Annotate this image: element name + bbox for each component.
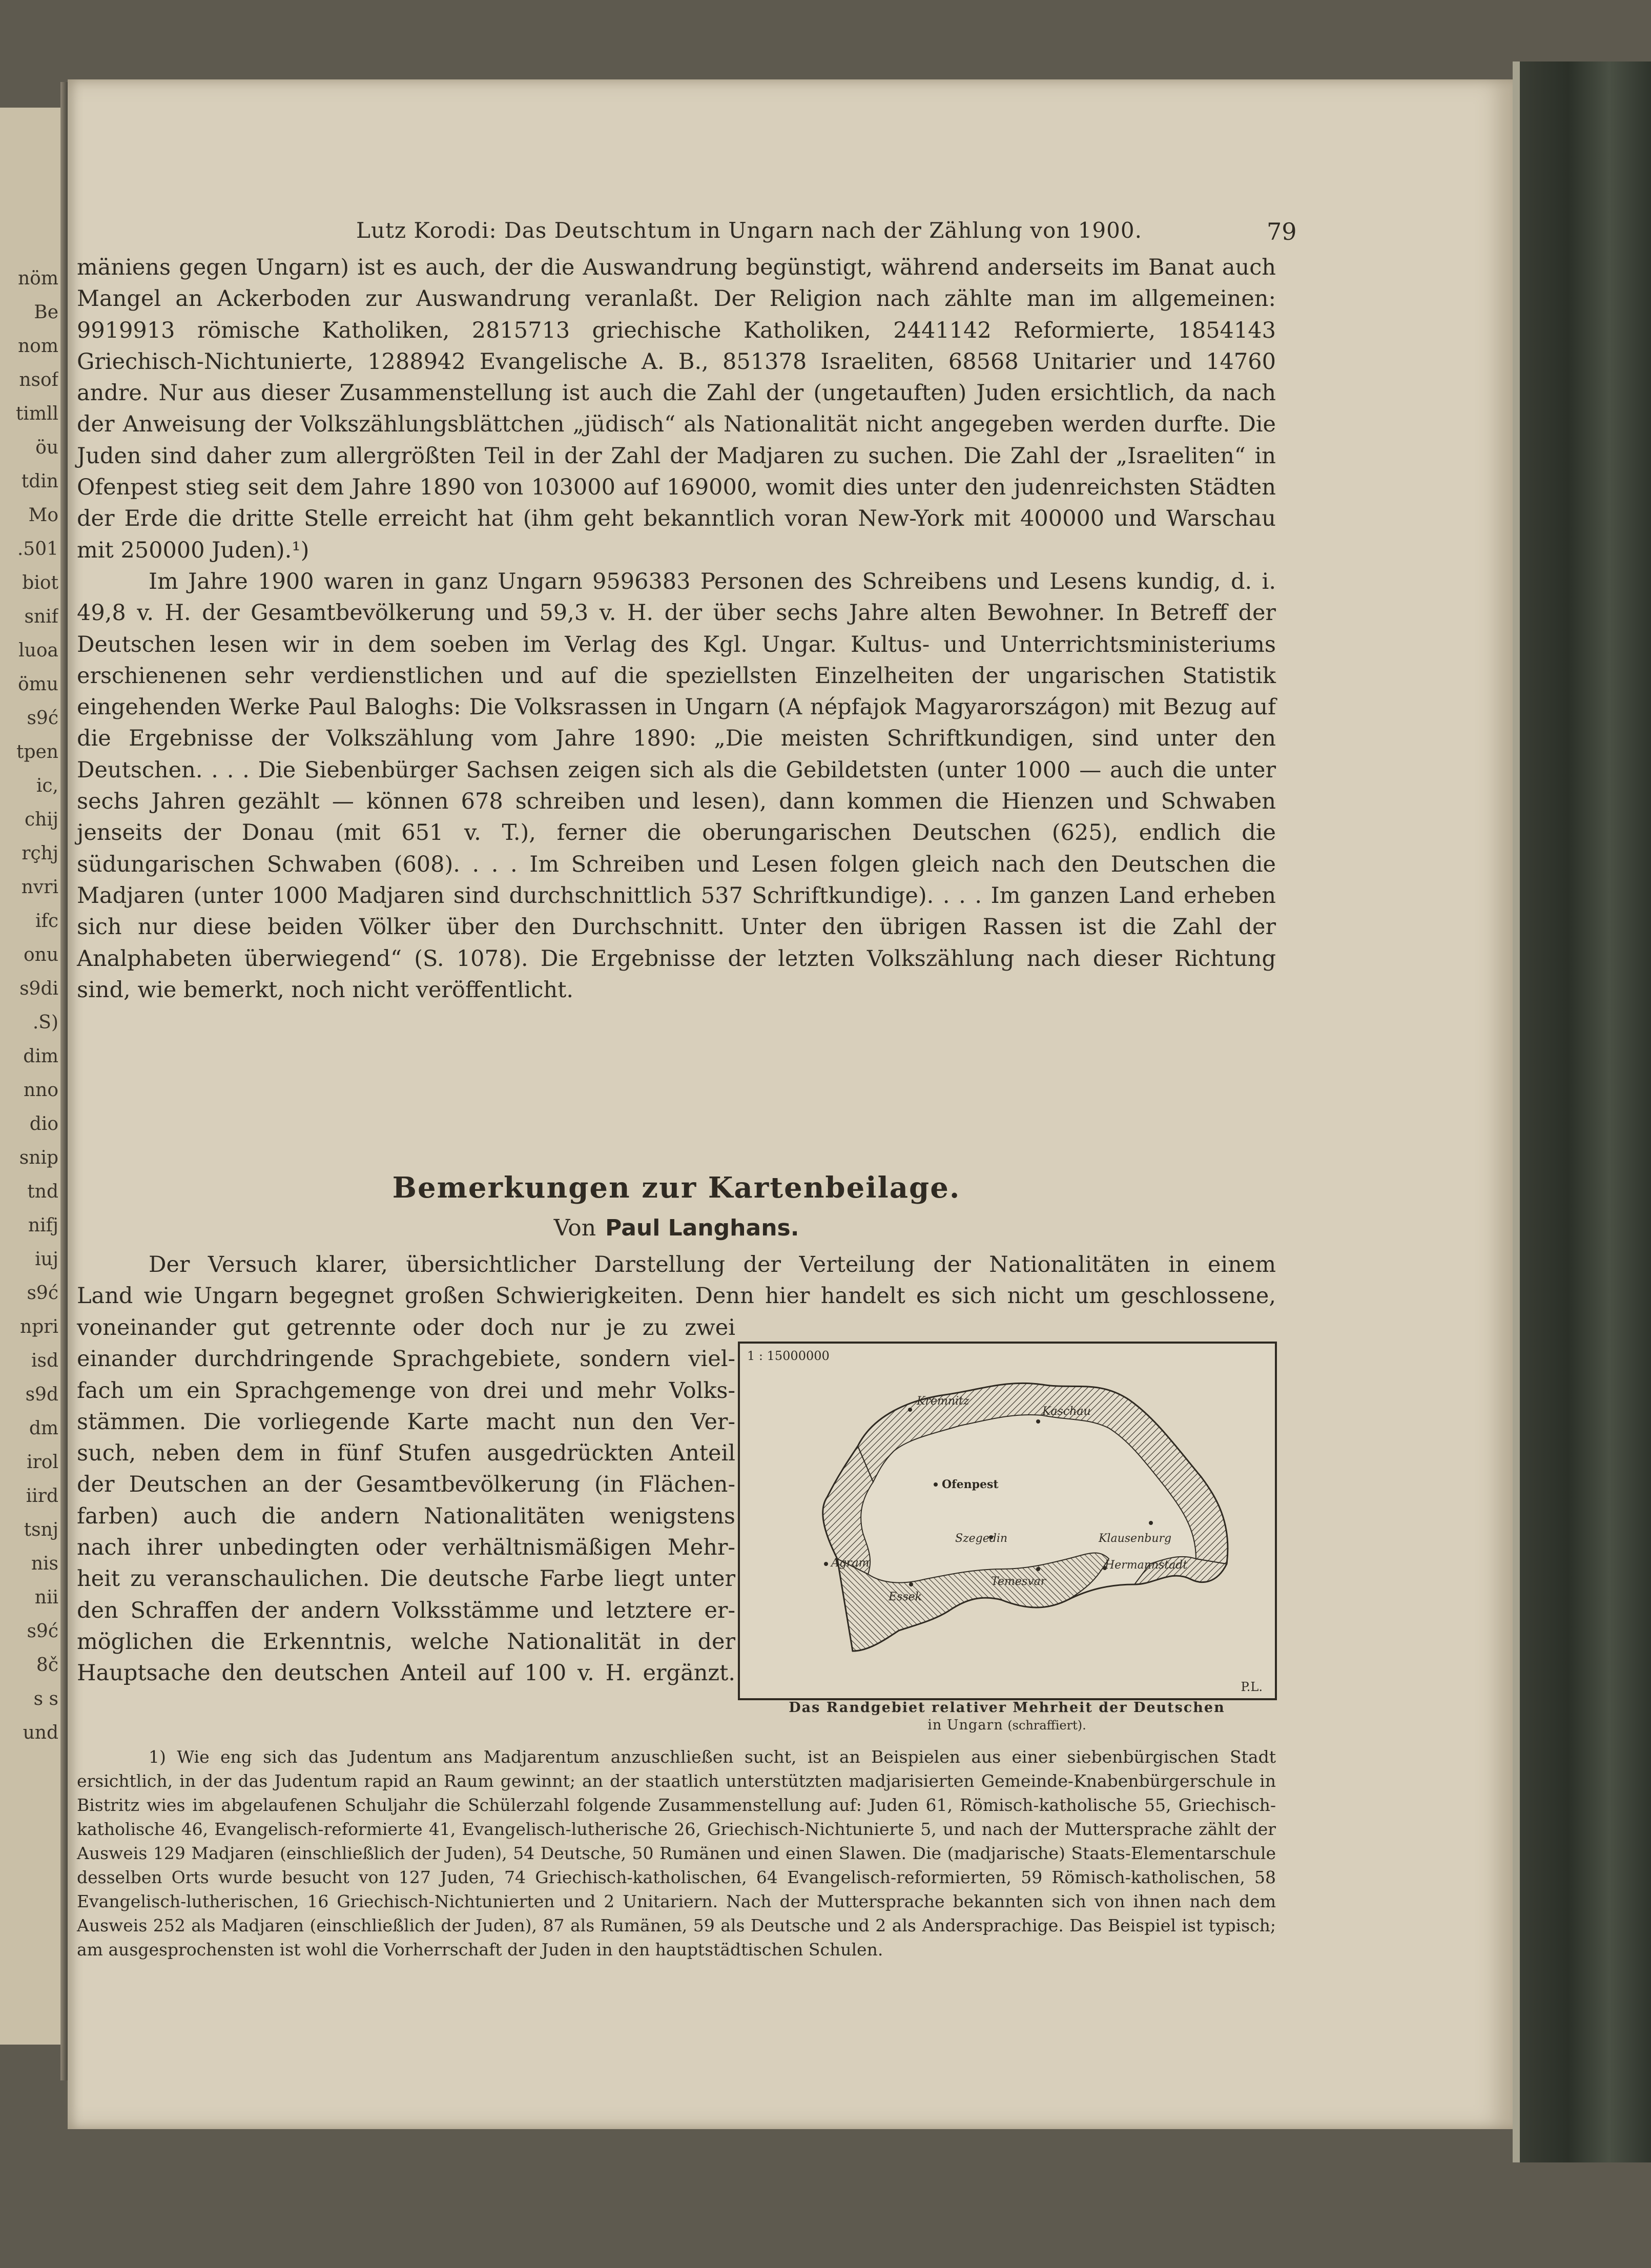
section-line: möglichen die Erkenntnis, welche Nationalität in der <box>77 1628 735 1655</box>
left-page-fragment-text: ic, <box>36 775 58 796</box>
section-line: farben) auch die andern Nationalitäten wenigstens <box>77 1503 735 1529</box>
left-page-fragment-text: dio <box>29 1114 58 1135</box>
left-page-fragment-text: biot <box>22 572 58 593</box>
left-page-fragment-text: nvri <box>21 877 58 898</box>
left-page-fragment-text: iird <box>26 1486 58 1507</box>
left-page-fragment-text: tpen <box>16 741 58 762</box>
left-page-fragment-text: .501 <box>17 539 58 560</box>
map-label-kaschau: Kaschau <box>1042 1405 1091 1418</box>
map-initials: P.L. <box>1241 1680 1263 1694</box>
section-line: den Schraffen der andern Volksstämme und letztere er- <box>77 1597 735 1623</box>
hungary-map <box>740 1344 1275 1698</box>
left-page-fragment-text: und <box>23 1722 58 1743</box>
left-page-fragment <box>0 108 60 2045</box>
footnote <box>77 1745 1276 1962</box>
left-page-fragment-text: s s <box>33 1688 58 1709</box>
map-label-kremnitz: Kremnitz <box>917 1395 969 1408</box>
city-point-kremnitz <box>908 1408 912 1412</box>
book-cover-edge <box>1513 61 1651 2162</box>
section-line: der Deutschen an der Gesamtbevölkerung (in Flächen- <box>77 1472 735 1498</box>
left-page-fragment-text: chij <box>24 809 58 830</box>
section-text <box>77 1249 1276 1312</box>
map-figure <box>738 1342 1277 1700</box>
city-point-klausenburg <box>1149 1521 1153 1525</box>
left-page-fragment-text: nöm <box>18 268 58 289</box>
section-line: stämmen. Die vorliegende Karte macht nun den Ver- <box>77 1409 735 1435</box>
page-number: 79 <box>1267 218 1297 245</box>
left-page-fragment-text: timll <box>15 403 58 424</box>
map-label-hermannstadt: Hermannstadt <box>1105 1559 1188 1572</box>
section-text-wrapped <box>77 1312 735 1689</box>
left-page-fragment-text: Mo <box>28 505 58 526</box>
left-page-fragment-text: .S) <box>32 1012 58 1033</box>
city-point-kaschau <box>1036 1419 1040 1424</box>
byline-prefix: Von <box>553 1215 596 1241</box>
section-heading <box>77 1171 1276 1241</box>
left-page-fragment-text: s9ć <box>27 708 58 729</box>
left-page-fragment-text: s9ć <box>27 1283 58 1304</box>
map-frame <box>738 1342 1277 1700</box>
running-title: Lutz Korodi: Das Deutschtum in Ungarn nach der Zählung von 1900. <box>356 218 1142 243</box>
section-line: Land wie Ungarn begegnet großen Schwierigkeiten. Denn hier handelt es sich nicht um geschlossene, <box>77 1283 1276 1309</box>
running-head <box>68 218 1513 249</box>
byline-author: Paul Langhans. <box>605 1215 799 1241</box>
left-page-fragment-text: nis <box>31 1553 58 1574</box>
gutter-shadow <box>60 82 68 2080</box>
section-line: heit zu veranschaulichen. Die deutsche Farbe liegt unter <box>77 1566 735 1592</box>
section-line: voneinander gut getrennte oder doch nur je zu zwei <box>77 1315 735 1341</box>
left-page-fragment-text: isd <box>31 1350 58 1371</box>
left-page-fragment-text: ömu <box>18 674 58 695</box>
map-label-essek: Essek <box>889 1591 922 1603</box>
section-line: Hauptsache den deutschen Anteil auf 100 v. H. ergänzt. <box>77 1660 735 1686</box>
left-page-fragment-text: onu <box>23 944 58 965</box>
left-page-fragment-text: öu <box>35 437 58 458</box>
map-label-szegedin: Szegedin <box>955 1532 1008 1545</box>
left-page-fragment-text: rçhj <box>22 843 58 864</box>
section-line: Der Versuch klarer, übersichtlicher Darstellung der Verteilung der Nationalitäten in einem <box>149 1252 1276 1277</box>
map-label-agram: Agram <box>831 1557 870 1570</box>
left-page-fragment-text: nno <box>23 1080 58 1101</box>
map-label-ofenpest: Ofenpest <box>942 1478 999 1491</box>
byline <box>77 1215 1276 1241</box>
paragraph-literacy: Im Jahre 1900 waren in ganz Ungarn 9596383 Personen des Schreibens und Lesens kundig, d. i. 49,8 v. H. der Gesamtbevölkerung und 59,3 v. H. der über sechs Jahre alten Bewohner. In Betreff der Deutschen lesen wir in dem soeben im Verlag des Kgl. Ungar. Kultus- und Unterrichtsministeriums erschienenen sehr verdienstlichen und auf die speziellsten Einzelheiten der ungarischen Statistik eingehenden Werke Paul Baloghs: Die Volksrassen in Ungarn (A népfajok Magyarországon) mit Bezug auf die Ergebnisse der Volkszählung vom Jahre 1890: „Die meisten Schriftkundigen, sind unter den Deutschen. . . . Die Siebenbürger Sachsen zeigen sich als die Gebildetsten (unter 1000 — auch die unter sechs Jahren gezählt — können 678 schreiben und lesen), dann kommen die Hienzen und Schwaben jenseits der Donau (mit 651 v. T.), ferner die oberungarischen Deutschen (625), endlich die südungarischen Schwaben (608). . . . Im Schreiben und Lesen folgen gleich nach den Deutschen die Madjaren (unter 1000 Madjaren sind durchschnittlich 537 Schriftkundige). . . . Im ganzen Land erheben sich nur diese beiden Völker über den Durchschnitt. Unter den übrigen Rassen ist die Zahl der Analphabeten überwiegend“ (S. 1078). Die Ergebnisse der letzten Volkszählung nach dieser Richtung sind, wie bemerkt, noch nicht veröffentlicht. <box>77 568 1276 1003</box>
map-caption <box>728 1699 1286 1734</box>
map-caption-line2-wrap <box>728 1717 1286 1734</box>
left-page-fragment-text: snif <box>24 606 58 627</box>
map-label-temesvar: Temesvar <box>991 1575 1046 1588</box>
map-scale: 1 : 15000000 <box>747 1349 830 1363</box>
city-point-essek <box>909 1582 913 1586</box>
left-page-fragment-text: dm <box>29 1418 58 1439</box>
left-page-fragment-text: luoa <box>18 640 58 661</box>
left-page-fragment-text: tdin <box>21 471 58 492</box>
paragraph-religion: mäniens gegen Ungarn) ist es auch, der die Auswandrung begünstigt, während anderseits im Banat auch Mangel an Ackerboden zur Auswandrung veranlaßt. Der Religion nach zählte man im allgemeinen: 9919913 römische Katholiken, 2815713 griechische Katholiken, 2441142 Reformierte, 1854143 Griechisch-Nichtunierte, 1288942 Evangelische A. B., 851378 Israeliten, 68568 Unitarier und 14760 andre. Nur aus dieser Zusammenstellung ist auch die Zahl der (ungetauften) Juden ersichtlich, da nach der Anweisung der Volkszählungsblättchen „jüdisch“ als Nationalität nicht angegeben werden durfte. Die Juden sind daher zum allergrößten Teil in der Zahl der Madjaren zu suchen. Die Zahl der „Israeliten“ in Ofenpest stieg seit dem Jahre 1890 von 103000 auf 169000, womit dies unter den judenreichsten Städten der Erde die dritte Stelle erreicht hat (ihm geht bekanntlich voran New-York mit 400000 und Warschau mit 250000 Juden).¹) <box>77 255 1276 563</box>
section-line: einander durchdringende Sprachgebiete, sondern viel- <box>77 1346 735 1372</box>
section-line: fach um ein Sprachgemenge von drei und mehr Volks- <box>77 1377 735 1404</box>
section-line: such, neben dem in fünf Stufen ausgedrückten Anteil <box>77 1440 735 1467</box>
map-caption-note: (schraffiert). <box>1007 1718 1086 1733</box>
left-page-fragment-text: tnd <box>27 1181 58 1202</box>
map-caption-line1: Das Randgebiet relativer Mehrheit der Deutschen <box>789 1700 1225 1716</box>
city-point-ofenpest <box>934 1482 938 1487</box>
left-page-fragment-text: s9ć <box>27 1621 58 1642</box>
map-caption-line2: in Ungarn <box>927 1717 1003 1733</box>
left-page-fragment-text: 8č <box>36 1655 58 1676</box>
left-page-fragment-text: s9d <box>25 1384 58 1405</box>
left-page-fragment-text: nii <box>34 1587 58 1608</box>
body-text <box>77 252 1276 1006</box>
map-label-klausenburg: Klausenburg <box>1099 1532 1172 1545</box>
city-point-agram <box>824 1562 828 1566</box>
section-title: Bemerkungen zur Kartenbeilage. <box>392 1171 961 1205</box>
left-page-fragment-text: npri <box>20 1316 58 1337</box>
left-page-fragment-text: nsof <box>19 369 58 390</box>
city-point-temesvar <box>1036 1567 1040 1571</box>
footnote-text: 1) Wie eng sich das Judentum ans Madjarentum anzuschließen sucht, ist an Beispielen aus einer siebenbürgischen Stadt ersichtlich, in der das Judentum rapid an Raum gewinnt; an der staatlich unterstützten madjarisierten Gemeinde-Knabenbürgerschule in Bistritz wies im abgelaufenen Schuljahr die Schülerzahl folgende Zusammenstellung auf: Juden 61, Römisch-katholische 55, Griechisch-katholische 46, Evangelisch-reformierte 41, Evangelisch-lutherische 26, Griechisch-Nichtunierte 5, und nach der Muttersprache zählt der Ausweis 129 Madjaren (einschließlich der Juden), 54 Deutsche, 50 Rumänen und einen Slawen. Die (madjarische) Staats-Elementarschule desselben Orts wurde besucht von 127 Juden, 74 Griechisch-katholischen, 64 Evangelisch-reformierten, 59 Römisch-katholischen, 58 Evangelisch-lutherischen, 16 Griechisch-Nichtunierten und 2 Unitariern. Nach der Muttersprache bekannten sich von ihnen nach dem Ausweis 252 als Madjaren (einschließlich der Juden), 87 als Rumänen, 59 als Deutsche und 2 als Andersprachige. Das Beispiel ist typisch; am ausgesprochensten ist wohl die Vorherrschaft der Juden in den hauptstädtischen Schulen. <box>77 1747 1276 1960</box>
left-page-fragment-text: iuj <box>35 1249 58 1270</box>
left-page-fragment-text: s9di <box>19 978 58 999</box>
left-page-fragment-text: tsnj <box>24 1519 58 1540</box>
left-page-fragment-text: irol <box>27 1452 58 1473</box>
left-page-fragment-text: ifc <box>35 911 58 932</box>
section-line: nach ihrer unbedingten oder verhältnismäßigen Mehr- <box>77 1535 735 1561</box>
left-page-fragment-text: nom <box>18 336 58 357</box>
left-page-fragment-text: dim <box>23 1046 58 1067</box>
left-page-fragment-text: nifj <box>28 1215 58 1236</box>
left-page-fragment-text: snip <box>19 1147 58 1168</box>
left-page-fragment-text: Be <box>34 302 58 323</box>
